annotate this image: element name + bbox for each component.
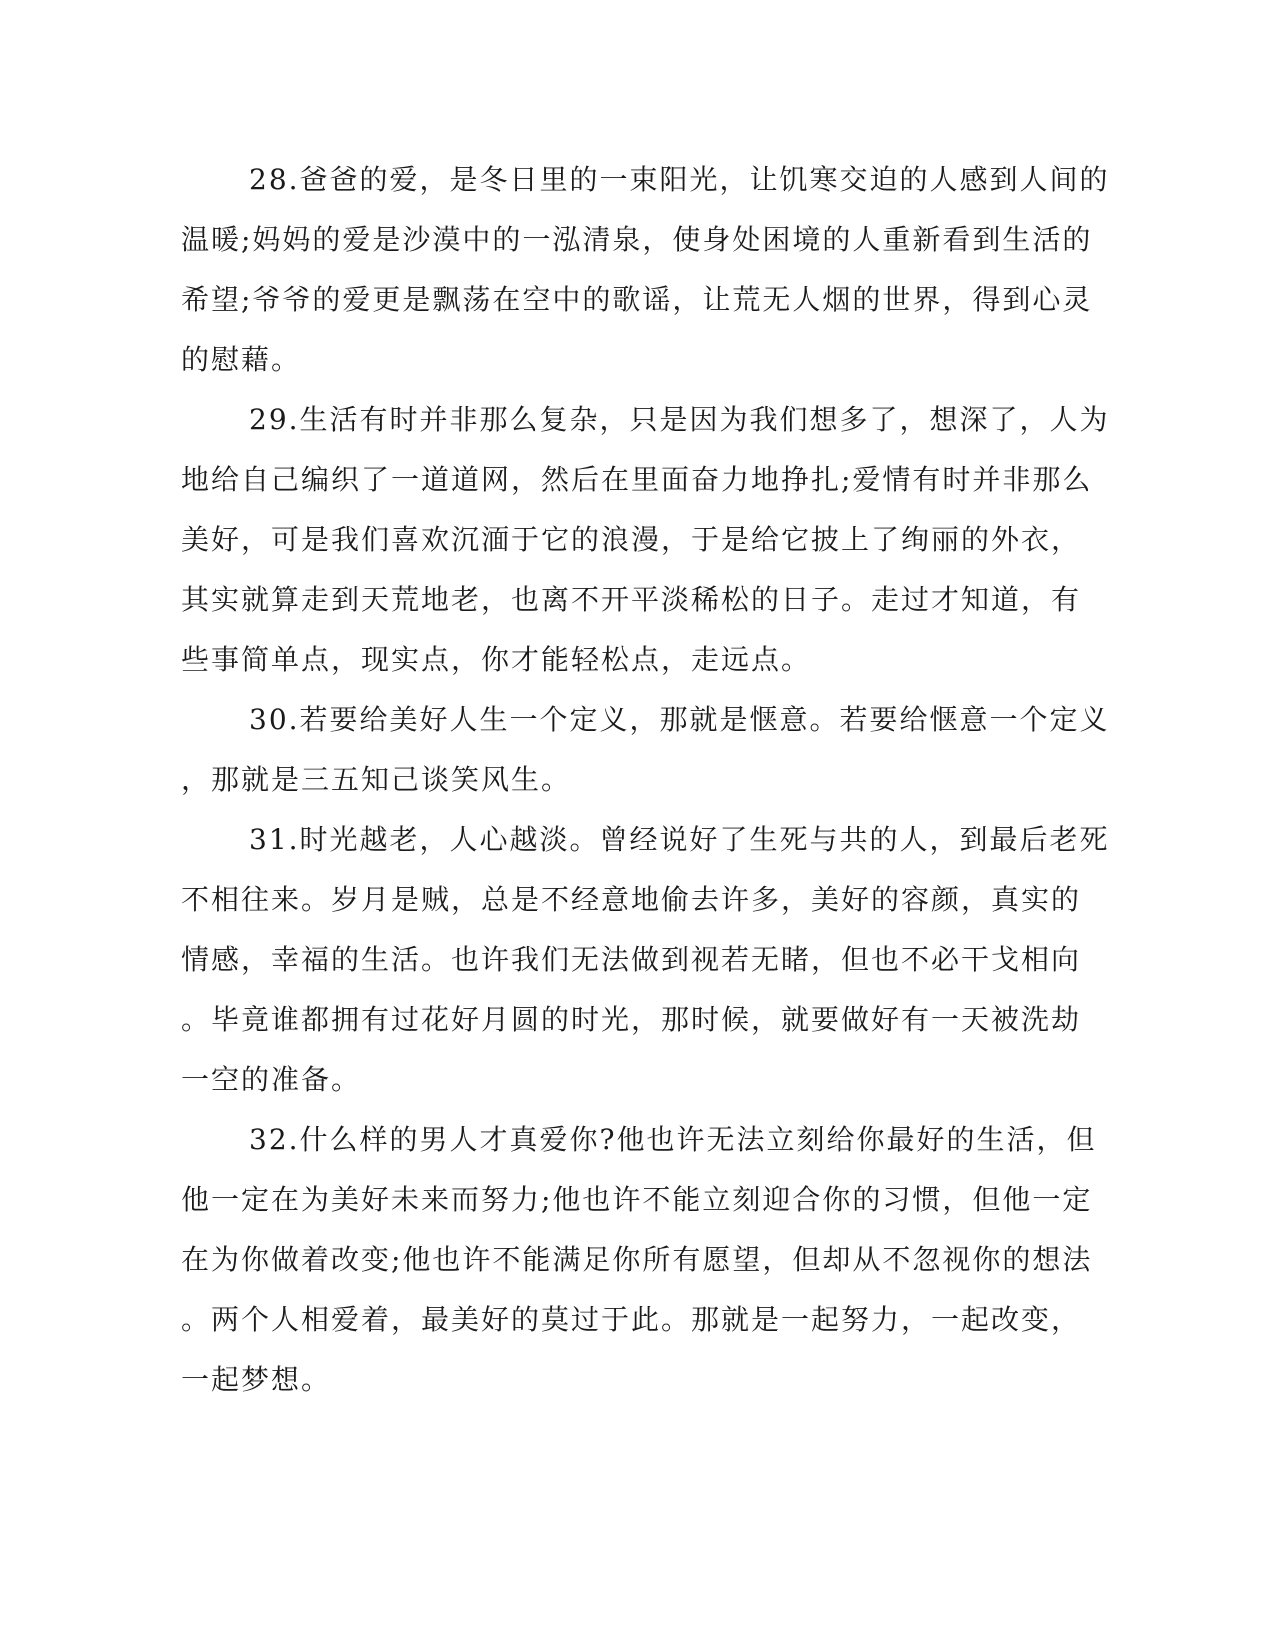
paragraph-line: 31.时光越老，人心越淡。曾经说好了生死与共的人，到最后老死 xyxy=(249,823,1110,856)
paragraph-line: 他一定在为美好未来而努力;他也许不能立刻迎合你的习惯，但他一定 xyxy=(181,1183,1093,1216)
paragraph-line: 些事简单点，现实点，你才能轻松点，走远点。 xyxy=(181,643,812,676)
paragraph-line: 28.爸爸的爱，是冬日里的一束阳光，让饥寒交迫的人感到人间的 xyxy=(249,163,1110,196)
paragraph-line: 希望;爷爷的爱更是飘荡在空中的歌谣，让荒无人烟的世界，得到心灵 xyxy=(181,283,1093,316)
paragraph-line: 。两个人相爱着，最美好的莫过于此。那就是一起努力，一起改变， xyxy=(181,1303,1082,1336)
paragraph-line: 美好，可是我们喜欢沉湎于它的浪漫，于是给它披上了绚丽的外衣， xyxy=(181,523,1082,556)
paragraph-32 xyxy=(181,1110,1097,1410)
paragraph-line: 温暖;妈妈的爱是沙漠中的一泓清泉，使身处困境的人重新看到生活的 xyxy=(181,223,1093,256)
paragraph-29 xyxy=(181,390,1110,690)
paragraph-30 xyxy=(181,690,1110,810)
paragraph-line: 30.若要给美好人生一个定义，那就是惬意。若要给惬意一个定义 xyxy=(249,703,1110,736)
paragraph-line: 32.什么样的男人才真爱你?他也许无法立刻给你最好的生活，但 xyxy=(249,1123,1097,1156)
paragraph-line: 情感，幸福的生活。也许我们无法做到视若无睹，但也不必干戈相向 xyxy=(181,943,1082,976)
paragraph-line: ，那就是三五知己谈笑风生。 xyxy=(181,763,572,796)
paragraph-line: 。毕竟谁都拥有过花好月圆的时光，那时候，就要做好有一天被洗劫 xyxy=(181,1003,1082,1036)
document-body xyxy=(181,150,1110,1410)
paragraph-line: 其实就算走到天荒地老，也离不开平淡稀松的日子。走过才知道，有 xyxy=(181,583,1082,616)
paragraph-31 xyxy=(181,810,1110,1110)
paragraph-28 xyxy=(181,150,1110,390)
paragraph-line: 的慰藉。 xyxy=(181,343,302,376)
paragraph-line: 不相往来。岁月是贼，总是不经意地偷去许多，美好的容颜，真实的 xyxy=(181,883,1082,916)
paragraph-line: 在为你做着改变;他也许不能满足你所有愿望，但却从不忽视你的想法 xyxy=(181,1243,1093,1276)
paragraph-line: 29.生活有时并非那么复杂，只是因为我们想多了，想深了，人为 xyxy=(249,403,1110,436)
paragraph-line: 地给自己编织了一道道网，然后在里面奋力地挣扎;爱情有时并非那么 xyxy=(181,463,1093,496)
paragraph-line: 一空的准备。 xyxy=(181,1063,362,1096)
paragraph-line: 一起梦想。 xyxy=(181,1363,332,1396)
